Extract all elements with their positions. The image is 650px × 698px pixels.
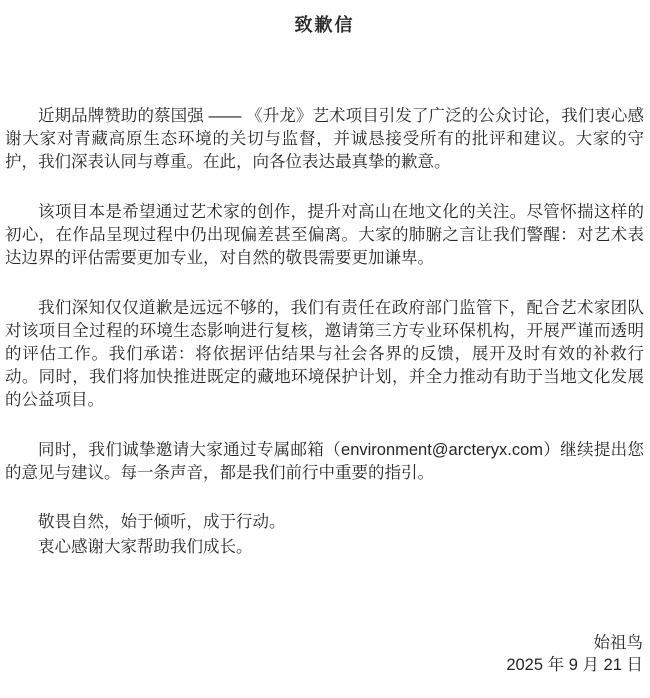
letter-body (5, 105, 644, 676)
letter-closing (5, 510, 644, 560)
signature-block (5, 632, 644, 676)
closing-line-1: 敬畏自然，始于倾听，成于行动。 (38, 513, 286, 531)
closing-line-2: 衷心感谢大家帮助我们成长。 (38, 538, 253, 556)
letter-paragraph-3: 我们深知仅仅道歉是远远不够的，我们有责任在政府部门监管下，配合艺术家团队对该项目全过程的环境生态影响进行复核，邀请第三方专业环保机构，开展严谨而透明的评估工作。我们承诺：将依据评估结果与社会各界的反馈，展开及时有效的补救行动。同时，我们将加快推进既定的藏地环境保护计划，并全力推动有助于当地文化发展的公益项目。 (5, 299, 644, 409)
signature-date: 2025 年 9 月 21 日 (506, 656, 643, 674)
signature-name: 始祖鸟 (593, 634, 643, 652)
letter-title: 致歉信 (294, 15, 355, 35)
letter-paragraph-2: 该项目本是希望通过艺术家的创作，提升对高山在地文化的关注。尽管怀揣这样的初心，在作品呈现过程中仍出现偏差甚至偏离。大家的肺腑之言让我们警醒：对艺术表达边界的评估需要更加专业，对自然的敬畏需要更加谦卑。 (5, 203, 644, 267)
letter-paragraph-4: 同时，我们诚挚邀请大家通过专属邮箱（environment@arcteryx.com）继续提出您的意见与建议。每一条声音，都是我们前行中重要的指引。 (5, 441, 644, 482)
letter-paragraph-1: 近期品牌赞助的蔡国强 —— 《升龙》艺术项目引发了广泛的公众讨论，我们衷心感谢大家对青藏高原生态环境的关切与监督，并诚恳接受所有的批评和建议。大家的守护，我们深表认同与尊重。在此，向各位表达最真挚的歉意。 (5, 107, 644, 171)
